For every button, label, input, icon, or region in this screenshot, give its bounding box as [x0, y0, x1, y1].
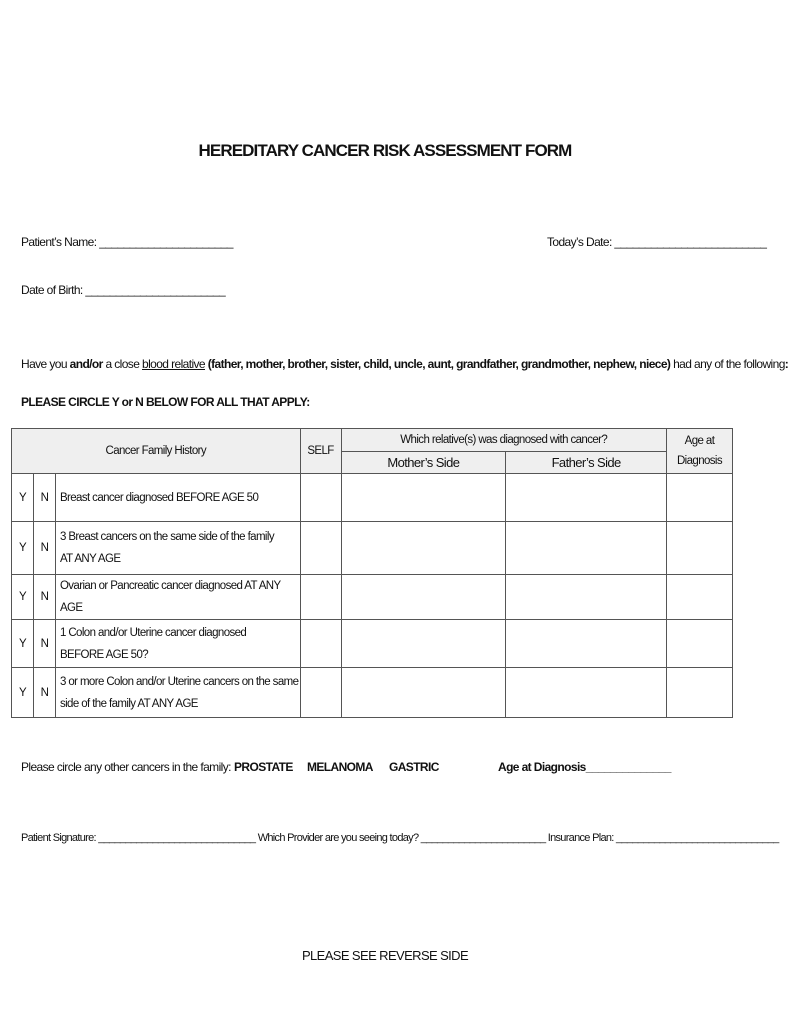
row-description [55, 575, 300, 620]
y-option[interactable]: Y [12, 522, 34, 575]
fathers-side-cell[interactable] [506, 474, 667, 522]
mothers-side-cell[interactable] [341, 620, 506, 668]
row-line-2: AT ANY AGE [59, 553, 121, 565]
row-line-1: 1 Colon and/or Uterine cancer diagnosed [59, 626, 247, 639]
mothers-side-cell[interactable] [341, 668, 506, 718]
question-text [21, 357, 788, 371]
signature-blank[interactable]: _____________________________ [98, 832, 256, 844]
self-cell[interactable] [300, 575, 341, 620]
table-row [12, 474, 733, 522]
insurance-blank[interactable]: ______________________________ [616, 832, 779, 844]
patient-name-blank[interactable]: ______________________ [99, 235, 233, 249]
insurance-label: Insurance Plan: [547, 832, 614, 844]
y-option[interactable]: Y [12, 575, 34, 620]
table-row [12, 522, 733, 575]
family-history-table [11, 428, 733, 718]
header-mothers-side: Mother’s Side [341, 451, 506, 474]
row-description [55, 620, 300, 668]
self-cell[interactable] [300, 668, 341, 718]
circle-instruction: PLEASE CIRCLE Y or N BELOW FOR ALL THAT APPLY: [21, 395, 310, 409]
question-part-3: a close [102, 357, 143, 371]
option-melanoma[interactable]: MELANOMA [307, 760, 373, 774]
todays-date-field[interactable] [547, 235, 766, 249]
age-cell[interactable] [667, 620, 733, 668]
row-line-1: Ovarian or Pancreatic cancer diagnosed AT ANY AGE [59, 580, 281, 614]
todays-date-blank[interactable]: _________________________ [614, 235, 767, 249]
dob-field[interactable] [21, 283, 225, 297]
todays-date-label: Today’s Date: [547, 235, 612, 249]
row-description [55, 668, 300, 718]
y-option[interactable]: Y [12, 620, 34, 668]
question-part-7: : [784, 357, 788, 371]
row-line-2: BEFORE AGE 50? [59, 648, 149, 661]
header-age-at-diagnosis [667, 429, 733, 474]
option-gastric[interactable]: GASTRIC [389, 760, 439, 774]
other-age-blank[interactable]: ______________ [585, 760, 671, 774]
header-age-line-2: Diagnosis [676, 455, 723, 467]
mothers-side-cell[interactable] [341, 575, 506, 620]
question-part-5: (father, mother, brother, sister, child, uncle, aunt, grandfather, grandmother, nephew, niece) [205, 357, 671, 371]
self-cell[interactable] [300, 474, 341, 522]
fathers-side-cell[interactable] [506, 522, 667, 575]
question-part-2: and/or [69, 357, 103, 371]
dob-blank[interactable]: _______________________ [85, 283, 226, 297]
other-age-field[interactable] [498, 760, 671, 774]
n-option[interactable]: N [33, 575, 55, 620]
question-part-4: blood relative [142, 357, 205, 371]
self-cell[interactable] [300, 522, 341, 575]
n-option[interactable]: N [33, 474, 55, 522]
provider-blank[interactable]: _______________________ [420, 832, 546, 844]
option-prostate[interactable]: PROSTATE [234, 760, 293, 774]
age-cell[interactable] [667, 575, 733, 620]
row-line-1: 3 Breast cancers on the same side of the family [59, 531, 274, 543]
patient-name-field[interactable] [21, 235, 233, 249]
table-row [12, 575, 733, 620]
n-option[interactable]: N [33, 522, 55, 575]
age-cell[interactable] [667, 668, 733, 718]
n-option[interactable]: N [33, 620, 55, 668]
self-cell[interactable] [300, 620, 341, 668]
table-row [12, 620, 733, 668]
dob-label: Date of Birth: [21, 283, 83, 297]
signature-row [21, 832, 779, 844]
row-line-2: side of the family AT ANY AGE [59, 697, 198, 710]
mothers-side-cell[interactable] [341, 522, 506, 575]
row-line-1: 3 or more Colon and/or Uterine cancers on the same [59, 675, 299, 688]
y-option[interactable]: Y [12, 668, 34, 718]
row-line-1: Breast cancer diagnosed BEFORE AGE 50 [59, 491, 259, 504]
y-option[interactable]: Y [12, 474, 34, 522]
fathers-side-cell[interactable] [506, 575, 667, 620]
other-age-label: Age at Diagnosis [498, 760, 586, 774]
signature-label: Patient Signature: [21, 832, 96, 844]
header-fathers-side: Father’s Side [506, 451, 667, 474]
age-cell[interactable] [667, 522, 733, 575]
row-description [55, 474, 300, 522]
reverse-side-note: PLEASE SEE REVERSE SIDE [301, 948, 469, 963]
header-age-line-1: Age at [684, 435, 715, 447]
header-self: SELF [300, 429, 341, 474]
provider-label: Which Provider are you seeing today? [257, 832, 419, 844]
n-option[interactable]: N [33, 668, 55, 718]
other-cancers-label: Please circle any other cancers in the family: [21, 760, 231, 774]
fathers-side-cell[interactable] [506, 620, 667, 668]
mothers-side-cell[interactable] [341, 474, 506, 522]
header-which-relative: Which relative(s) was diagnosed with cancer? [341, 429, 667, 452]
header-cancer-history: Cancer Family History [12, 429, 301, 474]
table-row [12, 668, 733, 718]
age-cell[interactable] [667, 474, 733, 522]
row-description [55, 522, 300, 575]
fathers-side-cell[interactable] [506, 668, 667, 718]
form-title: HEREDITARY CANCER RISK ASSESSMENT FORM [198, 141, 572, 160]
question-part-6: had any of the following [670, 357, 785, 371]
patient-name-label: Patient’s Name: [21, 235, 97, 249]
question-part-1: Have you [21, 357, 70, 371]
